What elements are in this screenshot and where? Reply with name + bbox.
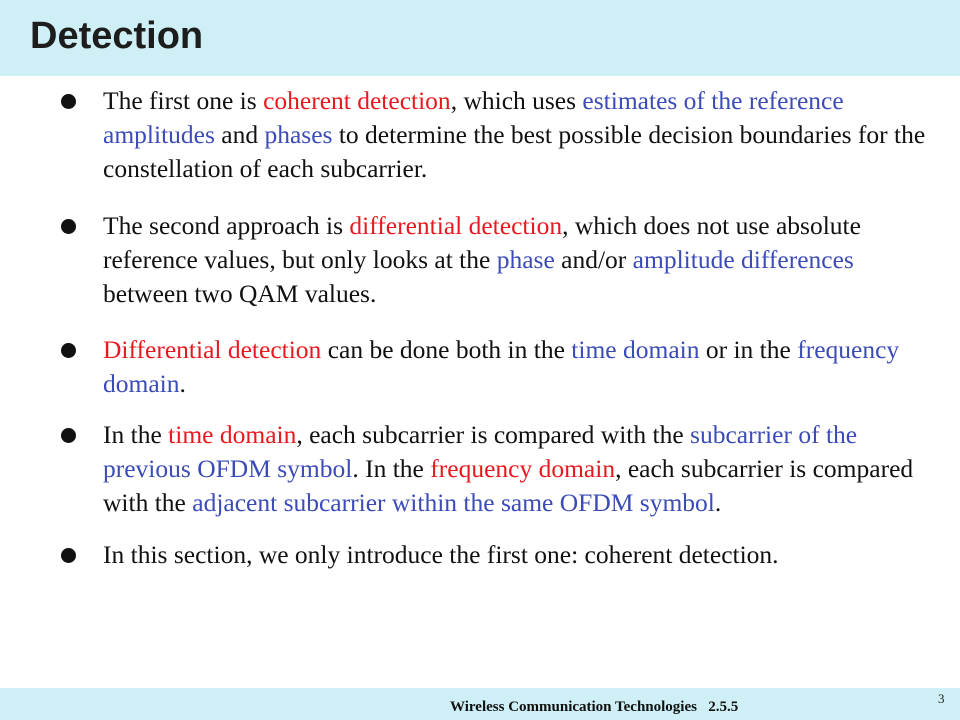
slide-content xyxy=(58,84,938,572)
bullet-4-seg-0: In this section, we only introduce the first one: coherent detection. xyxy=(103,540,779,569)
bullet-dot-icon xyxy=(61,219,76,234)
slide-title: Detection xyxy=(30,15,204,57)
footer-course-label xyxy=(450,697,738,717)
bullet-2-seg-2: time domain xyxy=(571,335,700,364)
bullet-1-seg-5: amplitude differences xyxy=(632,245,854,274)
bullet-3-seg-8: . xyxy=(714,488,722,517)
bullet-3-seg-1: time domain xyxy=(168,420,297,449)
bullet-2-seg-5: . xyxy=(179,369,186,398)
bullet-0-seg-2: , which uses xyxy=(450,86,583,115)
bullet-2-seg-1: can be done both in the xyxy=(321,335,572,364)
page-number: 3 xyxy=(938,691,945,706)
bullet-dot-icon xyxy=(61,548,76,563)
bullet-2-seg-0: Differential detection xyxy=(103,335,322,364)
bullet-0-seg-5: phases xyxy=(264,120,333,149)
bullet-domains xyxy=(58,333,938,401)
bullet-3-seg-4: . In the xyxy=(352,454,431,483)
bullet-1-seg-3: phase xyxy=(496,245,555,274)
bullet-domain-comparison xyxy=(58,418,938,520)
bullet-3-seg-5: frequency domain xyxy=(430,454,616,483)
bullet-0-seg-4: and xyxy=(214,120,265,149)
bullet-coherent-detection xyxy=(58,84,938,186)
bullet-3-seg-3: subcarrier of the previous OFDM symbol xyxy=(103,420,858,483)
bullet-3-seg-0: In the xyxy=(103,420,169,449)
bullet-section-scope xyxy=(58,538,938,572)
bullet-0-seg-0: The first one is xyxy=(103,86,264,115)
bullet-3-seg-2: , each subcarrier is compared with the xyxy=(296,420,691,449)
bullet-3-seg-6: , each subcarrier is compared with the xyxy=(103,454,914,517)
footer-section: 2.5.5 xyxy=(708,699,739,715)
bullet-dot-icon xyxy=(61,428,76,443)
bullet-0-seg-1: coherent detection xyxy=(263,86,451,115)
bullet-1-seg-4: and/or xyxy=(554,245,633,274)
bullet-dot-icon xyxy=(61,343,76,358)
bullet-dot-icon xyxy=(61,94,76,109)
bullet-1-seg-1: differential detection xyxy=(349,211,563,240)
bullet-2-seg-4: frequency domain xyxy=(103,335,900,398)
bullet-1-seg-0: The second approach is xyxy=(103,211,350,240)
bullet-3-seg-7: adjacent subcarrier within the same OFDM symbol xyxy=(192,488,715,517)
bullet-1-seg-2: , which does not use absolute reference values, but only looks at the xyxy=(103,211,861,274)
bullet-2-seg-3: or in the xyxy=(699,335,798,364)
bullet-1-seg-6: between two QAM values. xyxy=(103,279,377,308)
bullet-0-seg-6: to determine the best possible decision boundaries for the constellation of each subcarrier. xyxy=(103,120,926,183)
bullet-differential-detection xyxy=(58,209,938,311)
footer-course: Wireless Communication Technologies xyxy=(450,699,697,715)
bullet-0-seg-3: estimates of the reference amplitudes xyxy=(103,86,844,149)
